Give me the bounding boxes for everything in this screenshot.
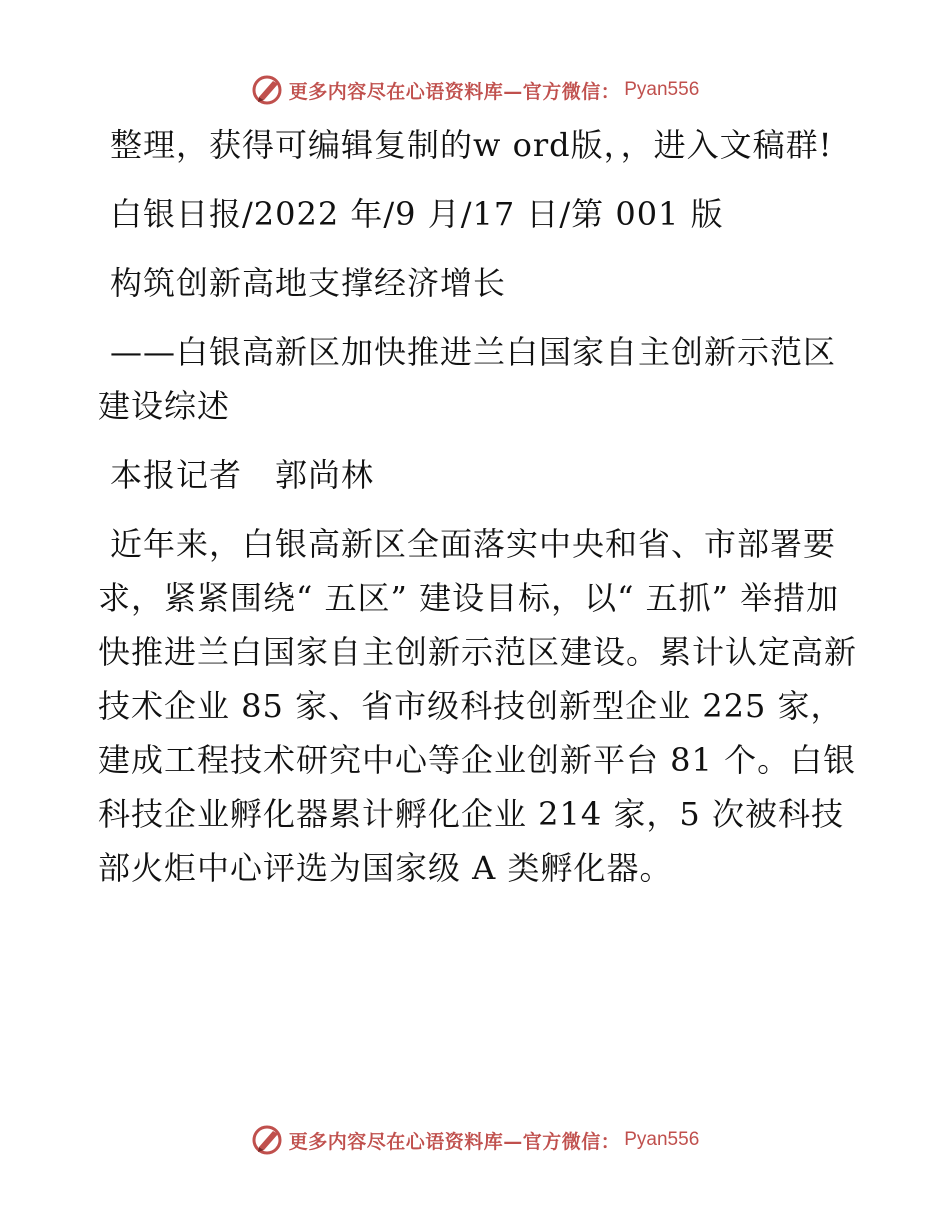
pen-logo-icon bbox=[251, 73, 285, 107]
header-watermark bbox=[0, 70, 950, 110]
reporter-byline: 本报记者 郭尚林 bbox=[110, 456, 375, 494]
newspaper-source-line: 白银日报/2022 年/9 月/17 日/第 001 版 bbox=[110, 195, 724, 233]
footer-watermark bbox=[0, 1120, 950, 1160]
watermark-wechat-id: Pyan556 bbox=[624, 1129, 700, 1150]
document-body bbox=[98, 118, 858, 910]
watermark-text: 更多内容尽在心语资料库—官方微信： bbox=[288, 1130, 621, 1153]
article-subheadline: ——白银高新区加快推进兰白国家自主创新示范区建设综述 bbox=[98, 333, 837, 425]
article-paragraph: 近年来，白银高新区全面落实中央和省、市部署要求，紧紧围绕“ 五区” 建设目标，以“ 五抓” 举措加快推进兰白国家自主创新示范区建设。累计认定高新技术企业 85 家、省市级科技创新型企业 225 家，建成工程技术研究中心等企业创新平台 81 个。白银科技企业孵化器累计孵化企业 214 家，5 次被科技部火炬中心评选为国家级 A 类孵化器。 bbox=[98, 525, 858, 887]
intro-note: 整理，获得可编辑复制的w ord版，，进入文稿群! bbox=[110, 126, 833, 164]
watermark-wechat-id: Pyan556 bbox=[624, 79, 700, 100]
watermark-text: 更多内容尽在心语资料库—官方微信： bbox=[288, 80, 621, 103]
article-headline: 构筑创新高地支撑经济增长 bbox=[110, 264, 507, 302]
pen-logo-icon bbox=[251, 1123, 285, 1157]
